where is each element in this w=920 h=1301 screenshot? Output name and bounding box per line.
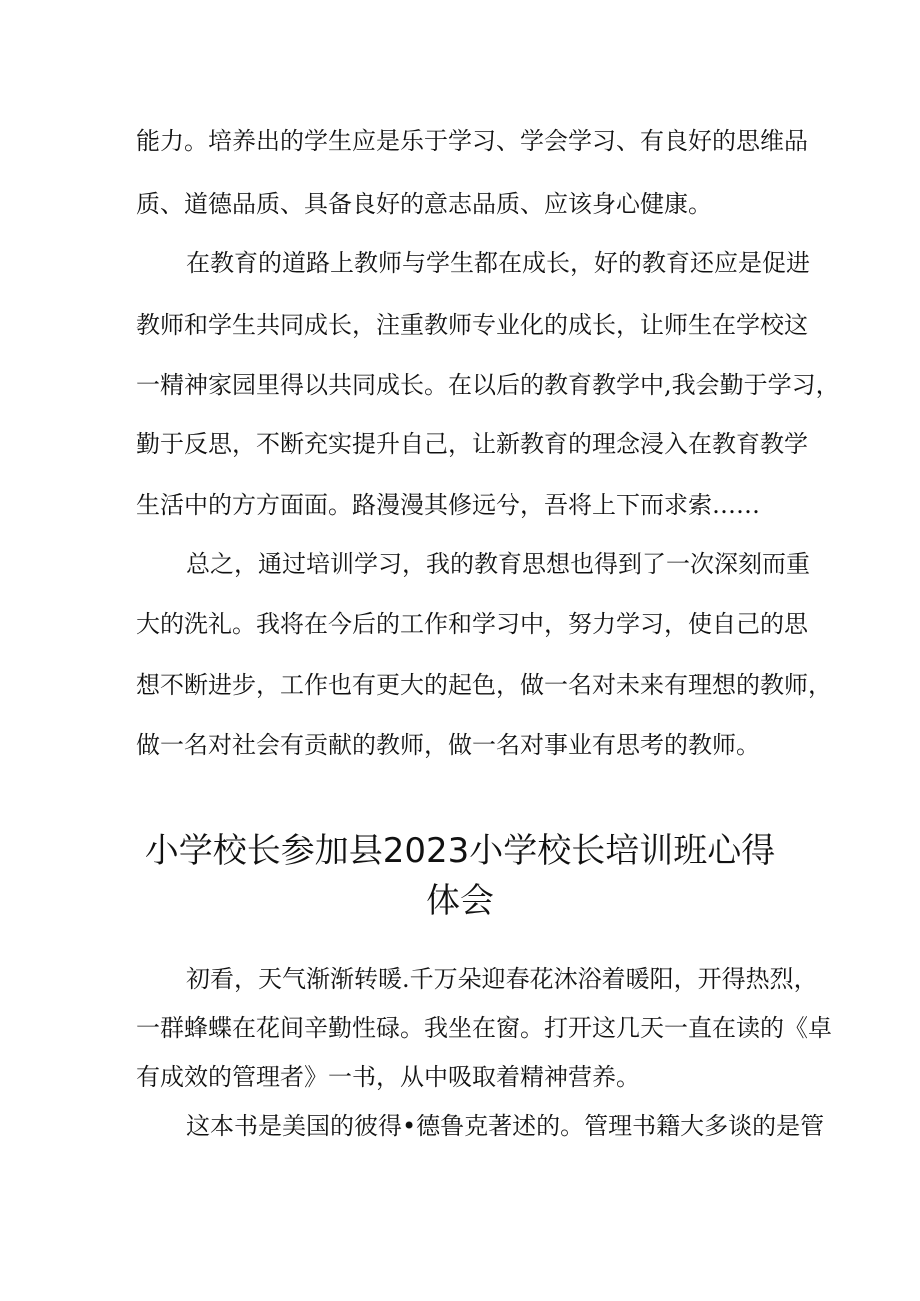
paragraph-line: 一精神家园里得以共同成长。在以后的教育教学中,我会勤于学习， [136,371,840,399]
paragraph-line: 生活中的方方面面。路漫漫其修远兮，吾将上下而求索…… [136,491,760,519]
paragraph-line: 做一名对社会有贡献的教师，做一名对事业有思考的教师。 [136,731,760,759]
paragraph-line: 总之，通过培训学习，我的教育思想也得到了一次深刻而重 [186,550,810,578]
paragraph-line: 教师和学生共同成长，注重教师专业化的成长，让师生在学校这 [136,311,808,339]
paragraph-line: 一群蜂蝶在花间辛勤性碌。我坐在窗。打开这几天一直在读的《卓 [136,1014,832,1042]
paragraph-line: 大的洗礼。我将在今后的工作和学习中，努力学习，使自己的思 [136,610,808,638]
article-title-line-1: 小学校长参加县2023小学校长培训班心得 [144,831,776,871]
paragraph-line: 在教育的道路上教师与学生都在成长，好的教育还应是促进 [186,249,810,277]
article-title-line-2: 体会 [426,881,494,921]
paragraph-line: 想不断进步，工作也有更大的起色，做一名对未来有理想的教师， [136,671,832,699]
paragraph-line: 能力。培养出的学生应是乐于学习、学会学习、有良好的思维品 [136,127,808,155]
paragraph-line: 质、道德品质、具备良好的意志品质、应该身心健康。 [136,190,712,218]
paragraph-line: 有成效的管理者》一书，从中吸取着精神营养。 [136,1063,640,1091]
paragraph-line: 初看，天气渐渐转暖.千万朵迎春花沐浴着暖阳，开得热烈， [186,965,818,993]
paragraph-line: 勤于反思，不断充实提升自己，让新教育的理念浸入在教育教学 [136,430,808,458]
paragraph-line: 这本书是美国的彼得•德鲁克著述的。管理书籍大多谈的是管 [186,1112,825,1140]
